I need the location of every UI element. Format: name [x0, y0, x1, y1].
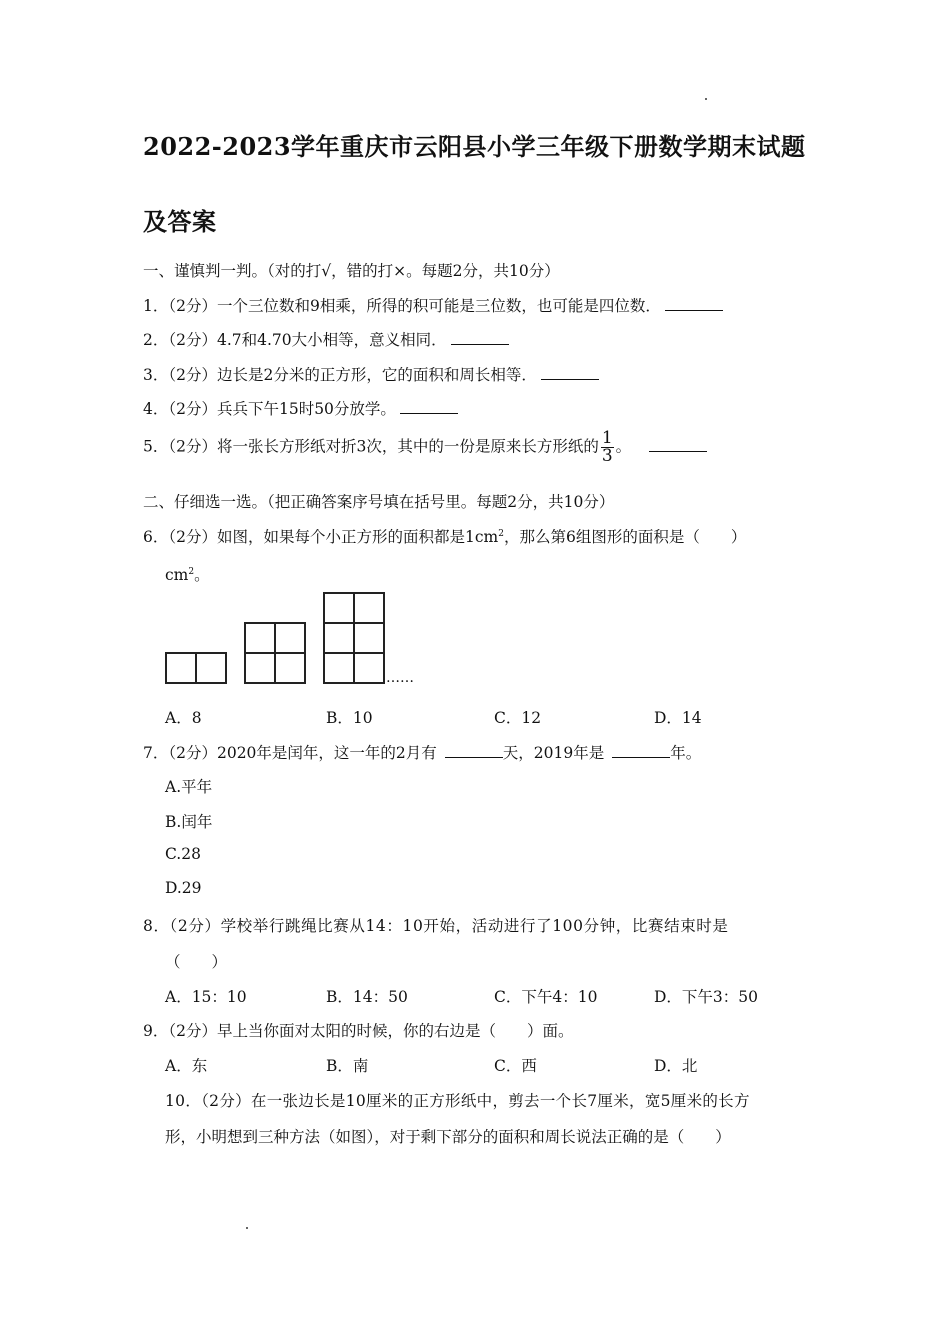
group2-square: [275, 623, 305, 653]
page-title-line2: 及答案: [143, 207, 217, 236]
answer-blank-7b[interactable]: [612, 743, 670, 758]
group2-square: [245, 623, 275, 653]
group1-square: [196, 653, 226, 683]
question-5: 5．（2分）将一张长方形纸对折3次，其中的一份是原来长方形纸的 $\frac{1}{3}$ 。: [143, 430, 707, 465]
group3-square: [354, 623, 384, 653]
group3-square: [324, 593, 354, 623]
group3-square: [354, 653, 384, 683]
answer-blank-1[interactable]: [665, 296, 723, 311]
q8-option-c[interactable]: C．下午4：10: [494, 988, 598, 1006]
question-8-line1: 8．（2分）学校举行跳绳比赛从14：10开始，活动进行了100分钟，比赛结束时是: [143, 917, 729, 935]
q7-option-c[interactable]: C.28: [165, 845, 201, 863]
scan-dot-top: [705, 98, 707, 100]
q9-option-b[interactable]: B．南: [326, 1057, 369, 1075]
page-title-line1: 2022-2023学年重庆市云阳县小学三年级下册数学期末试题: [143, 132, 806, 161]
question-1: [143, 294, 723, 316]
question-4-text: 4．（2分）兵兵下午15时50分放学。: [143, 400, 396, 418]
q6-option-d[interactable]: D．14: [654, 709, 702, 727]
question-5-text: 5．（2分）将一张长方形纸对折3次，其中的一份是原来长方形纸的: [143, 437, 599, 456]
fraction-one-third: $\frac{1}{3}$: [601, 428, 613, 466]
group3-square: [354, 593, 384, 623]
question-8-line2: （ ）: [165, 953, 228, 971]
scan-dot-bottom: [246, 1227, 248, 1229]
question-9: 9．（2分）早上当你面对太阳的时候，你的右边是（ ）面。: [143, 1022, 574, 1040]
group2-square: [245, 653, 275, 683]
answer-blank-3[interactable]: [541, 365, 599, 380]
group1-square: [166, 653, 196, 683]
group2-square: [275, 653, 305, 683]
answer-blank-2[interactable]: [451, 330, 509, 345]
question-2-text: 2．（2分）4.7和4.70大小相等，意义相同．: [143, 331, 447, 349]
question-10-line1: 10．（2分）在一张边长是10厘米的正方形纸中，剪去一个长7厘米，宽5厘米的长方: [165, 1092, 750, 1110]
question-1-text: 1．（2分）一个三位数和9相乘，所得的积可能是三位数，也可能是四位数．: [143, 297, 661, 315]
q8-option-b[interactable]: B．14：50: [326, 988, 408, 1006]
q6-option-b[interactable]: B．10: [326, 709, 373, 727]
answer-blank-4[interactable]: [400, 399, 458, 414]
q8-option-a[interactable]: A．15：10: [165, 988, 247, 1006]
question-10-line2: 形，小明想到三种方法（如图），对于剩下部分的面积和周长说法正确的是（ ）: [165, 1128, 731, 1146]
q9-option-d[interactable]: D．北: [654, 1057, 698, 1075]
q6-option-a[interactable]: A．8: [165, 709, 202, 727]
q7-option-b[interactable]: B.闰年: [165, 813, 213, 831]
figure-ellipsis: ……: [386, 670, 414, 686]
question-3: [143, 363, 599, 385]
question-6-line1: 6．（2分）如图，如果每个小正方形的面积都是$1cm^2$，那么第6组图形的面积是（ ）: [143, 528, 747, 546]
answer-blank-5[interactable]: [649, 437, 707, 452]
q6-option-c[interactable]: C．12: [494, 709, 542, 727]
answer-blank-7a[interactable]: [445, 743, 503, 758]
question-6-line2: $cm^2$。: [165, 566, 210, 584]
section2-header: 二、仔细选一选。（把正确答案序号填在括号里。每题2分，共10分）: [143, 493, 615, 511]
q7-option-a[interactable]: A.平年: [165, 778, 213, 796]
question-7: 7．（2分）2020年是闰年，这一年的2月有 天，2019年是 年。: [143, 744, 702, 762]
group3-square: [324, 653, 354, 683]
question-2: [143, 328, 509, 350]
section1-header: 一、谨慎判一判。（对的打√，错的打×。每题2分，共10分）: [143, 262, 560, 280]
q8-option-d[interactable]: D．下午3：50: [654, 988, 759, 1006]
question-3-text: 3．（2分）边长是2分米的正方形，它的面积和周长相等．: [143, 366, 537, 384]
q7-option-d[interactable]: D.29: [165, 879, 202, 897]
group3-square: [324, 623, 354, 653]
question-4: [143, 397, 458, 419]
q9-option-a[interactable]: A．东: [165, 1057, 208, 1075]
q9-option-c[interactable]: C．西: [494, 1057, 537, 1075]
